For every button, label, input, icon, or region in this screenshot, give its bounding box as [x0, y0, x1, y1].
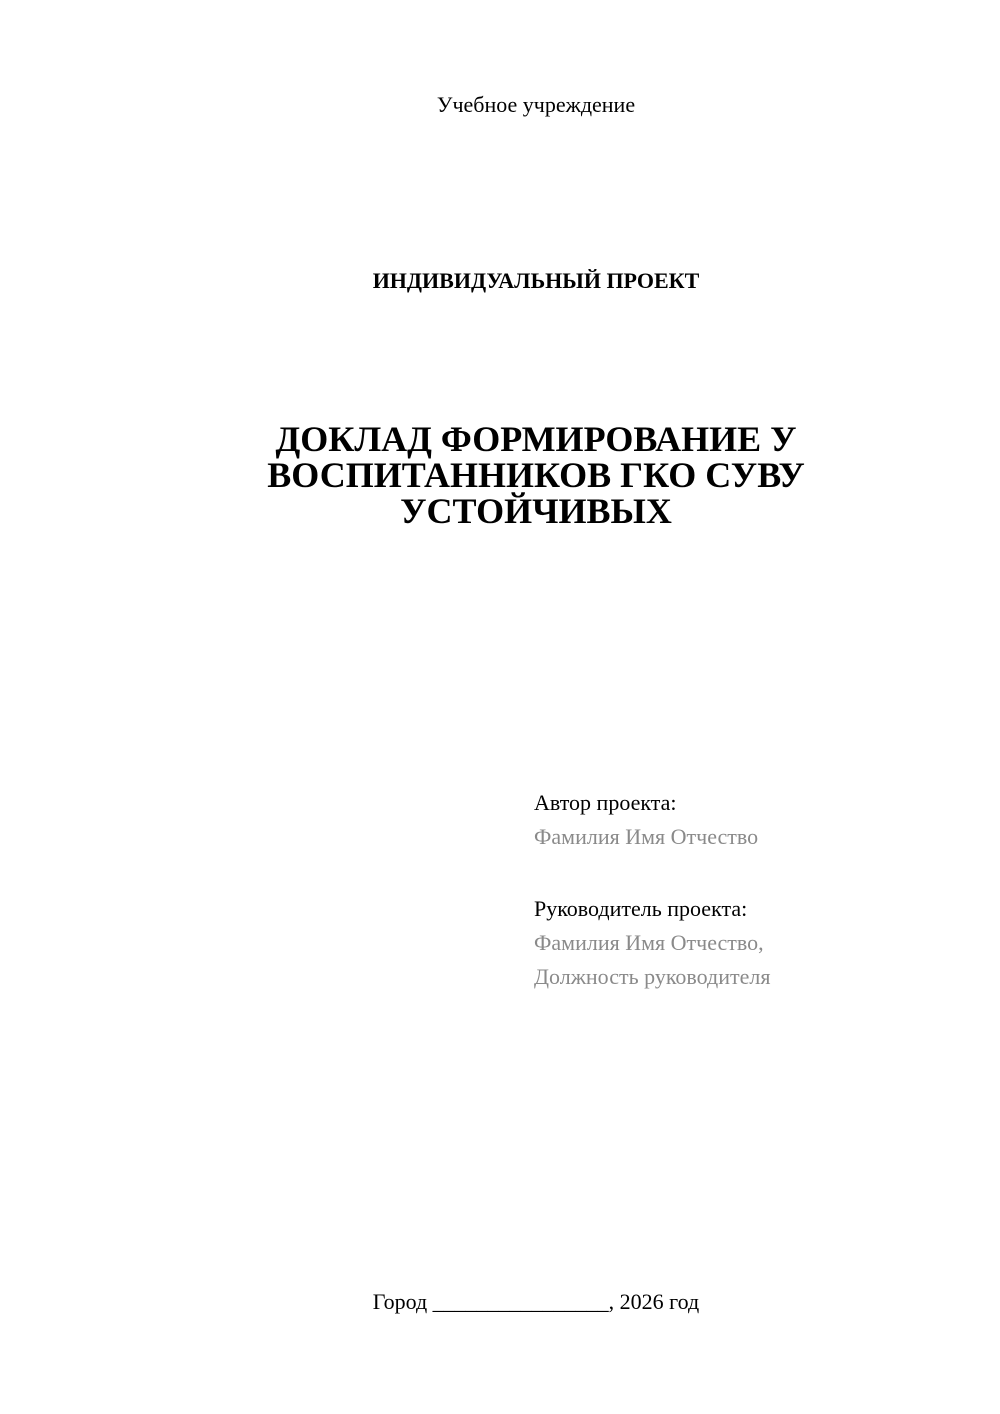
title-line: ВОСПИТАННИКОВ ГКО СУВУ — [267, 455, 805, 495]
supervisor-position: Должность руководителя — [534, 964, 771, 989]
city-year-footer: Город ________________, 2026 год — [372, 1289, 700, 1314]
author-block — [534, 786, 758, 854]
supervisor-label: Руководитель проекта: — [534, 896, 748, 921]
document-title — [236, 421, 836, 529]
title-line: ДОКЛАД ФОРМИРОВАНИЕ У — [275, 419, 797, 459]
title-line: УСТОЙЧИВЫХ — [400, 491, 672, 531]
author-name: Фамилия Имя Отчество — [534, 824, 759, 849]
author-label: Автор проекта: — [534, 790, 677, 815]
project-type-heading: ИНДИВИДУАЛЬНЫЙ ПРОЕКТ — [372, 268, 700, 293]
institution-name: Учебное учреждение — [436, 92, 636, 117]
supervisor-block — [534, 892, 770, 994]
supervisor-name: Фамилия Имя Отчество, — [534, 930, 764, 955]
